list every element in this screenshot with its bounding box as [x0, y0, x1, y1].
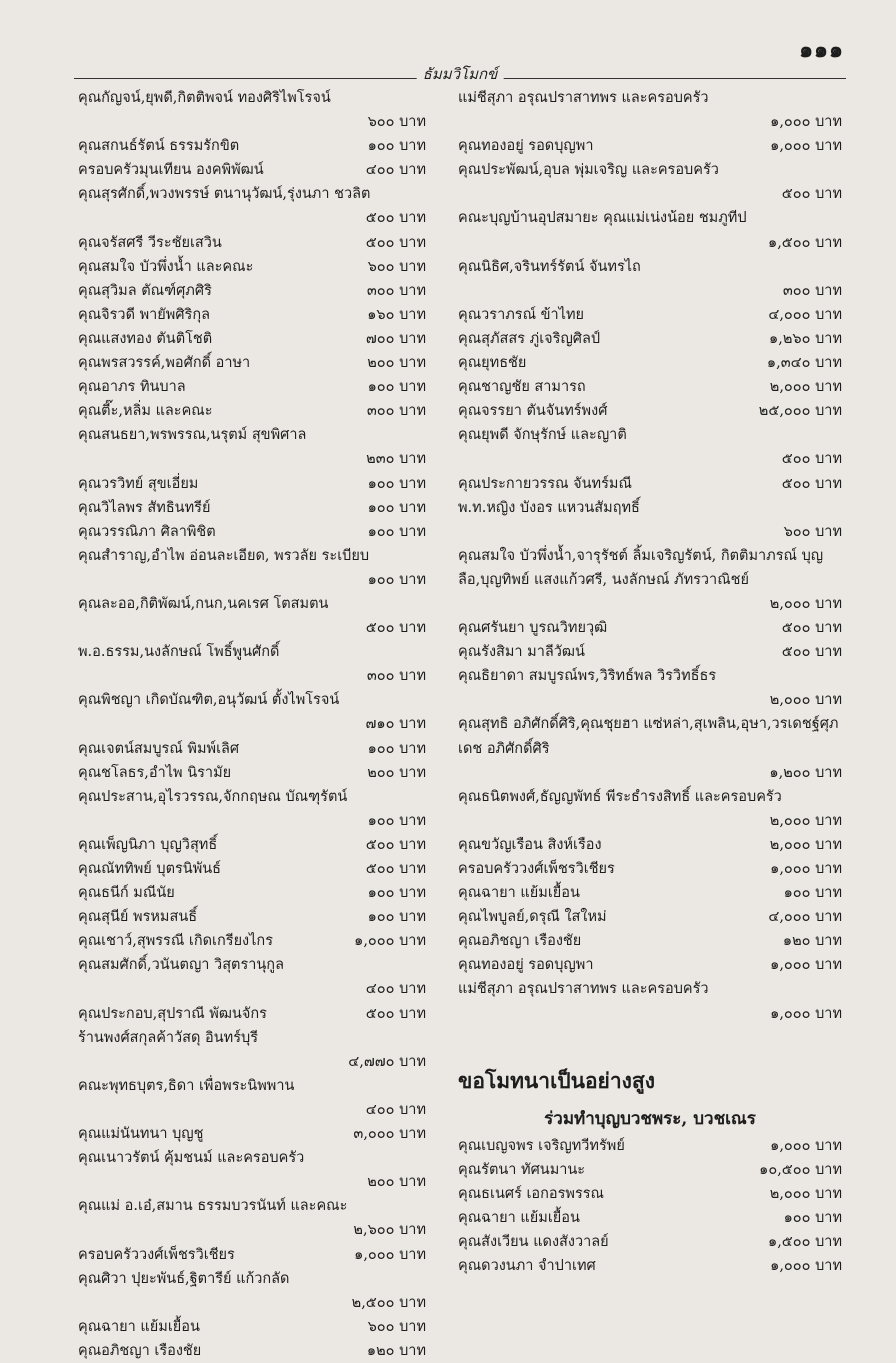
donation-amount: ๑๐๐ บาท	[367, 909, 426, 926]
donor-name: คุณสุวิมล ตัณฑ์ศุภศิริ	[78, 282, 212, 299]
donation-amount: ๑๒๐ บาท	[366, 1342, 426, 1359]
donor-entry	[458, 423, 842, 471]
donor-entry	[458, 1206, 842, 1230]
section-spacer	[458, 1026, 842, 1060]
donation-amount: ๑๐๐ บาท	[367, 571, 426, 588]
donor-name: คุณชาญชัย สามารถ	[458, 379, 586, 396]
donor-name: คุณเจตน์สมบูรณ์ พิมพ์เลิศ	[78, 740, 240, 757]
donation-amount: ๑๐๐ บาท	[367, 499, 426, 516]
donor-name: คุณสุรศักดิ์,พวงพรรษ์ ตนานุวัฒน์,รุ่งนภา ชวลิต	[78, 186, 371, 203]
donor-name: คุณไพบูลย์,ดรุณี ใสใหม่	[458, 909, 607, 926]
donor-entry	[78, 544, 426, 592]
donation-amount: ๕๐๐ บาท	[781, 644, 842, 661]
donation-amount: ๕๐๐ บาท	[365, 234, 426, 251]
donor-entry	[78, 1194, 426, 1242]
donor-name: คุณกัญจน์,ยุพดี,กิตติพจน์ ทองศิริไพโรจน์	[78, 90, 331, 106]
donor-entry	[78, 1243, 426, 1267]
donation-amount: ๕๐๐ บาท	[365, 210, 426, 227]
donation-amount: ๕๐๐ บาท	[781, 451, 842, 468]
donation-amount: ๑๐๐ บาท	[367, 740, 426, 757]
donor-entry	[458, 327, 842, 351]
donation-amount: ๒,๕๐๐ บาท	[351, 1294, 426, 1311]
donor-name: คุณอภิชญา เรืองชัย	[458, 933, 582, 950]
donation-amount: ๕๐๐ บาท	[781, 620, 842, 637]
donor-name: คุณสุภัสสร ภู่เจริญศิลป์	[458, 330, 601, 347]
donor-entry	[78, 1267, 426, 1315]
donor-name: ครอบครัวมุนเทียน องคพิพัฒน์	[78, 162, 264, 179]
donor-name: คุณวิไลพร สัทธินทรีย์	[78, 499, 211, 516]
donor-entry	[458, 953, 842, 977]
donor-entry	[458, 1254, 842, 1278]
header-title: ธัมมวิโมกข์	[417, 62, 504, 86]
donation-amount: ๑๐๐ บาท	[367, 812, 426, 829]
donation-amount: ๑,๒๖๐ บาท	[769, 330, 842, 347]
donor-entry	[78, 1074, 426, 1122]
donor-entry	[78, 785, 426, 833]
donation-amount: ๕๐๐ บาท	[365, 836, 426, 853]
donor-entry	[458, 375, 842, 399]
donation-amount: ๕๐๐ บาท	[365, 1005, 426, 1022]
donor-name: คุณเนาวรัตน์ คุ้มชนม์ และครอบครัว	[78, 1150, 305, 1167]
donor-entry	[78, 1026, 426, 1074]
donor-name: คุณสนธยา,พรพรรณ,นรุตม์ สุขพิศาล	[78, 427, 307, 444]
donor-entry	[78, 592, 426, 640]
donor-name: คุณศิวา ปุยะพันธ์,ฐิตารีย์ แก้วกลัด	[78, 1270, 290, 1287]
donor-name: คุณเชาว์,สุพรรณี เกิดเกรียงไกร	[78, 933, 273, 950]
donation-amount: ๑,๕๐๐ บาท	[767, 1234, 842, 1251]
donation-amount: ๑๐๐ บาท	[367, 379, 426, 396]
donor-name: คุณสุทธิ อภิศักดิ์ศิริ,คุณชุยฮา แซ่หล่า,สุเพลิน,อุษา,วรเดชฐ์ศุภเดช อภิศักดิ์ศิริ	[458, 716, 839, 757]
donor-entry	[458, 303, 842, 327]
donor-entry	[458, 1230, 842, 1254]
donor-entry	[78, 231, 426, 255]
donor-name: คุณฉายา แย้มเยื้อน	[458, 885, 580, 902]
donor-name: คุณรังสิมา มาลีวัฒน์	[458, 644, 585, 661]
donor-name: คุณจรัสศรี วีระชัยเสวิน	[78, 234, 222, 251]
donation-amount: ๒,๐๐๐ บาท	[769, 836, 842, 853]
donor-entry	[458, 1182, 842, 1206]
donor-entry	[458, 881, 842, 905]
donor-entry	[78, 520, 426, 544]
donation-amount: ๔,๗๗๐ บาท	[348, 1053, 426, 1070]
donor-entry	[78, 423, 426, 471]
donor-name: คุณธิยาดา สมบูรณ์พร,วิริทธ์พล วิรวิทธิ์ธร	[458, 668, 717, 685]
donor-name: คุณขวัญเรือน สิงห์เรือง	[458, 836, 602, 853]
donor-name: คุณธนิตพงศ์,ธัญญพัทธ์ พีระธำรงสิทธิ์ และครอบครัว	[458, 788, 782, 805]
donor-entry	[78, 737, 426, 761]
donor-entry	[458, 351, 842, 375]
donation-amount: ๑๐๐ บาท	[367, 475, 426, 492]
donation-amount: ๒๓๐ บาท	[366, 451, 426, 468]
section-heading: ขอโมทนาเป็นอย่างสูง	[458, 1067, 655, 1093]
donor-name: คุณสุนีย์ พรหมสนธิ์	[78, 909, 198, 926]
donor-entry	[78, 881, 426, 905]
donor-entry	[458, 616, 842, 640]
donor-entry	[78, 255, 426, 279]
donor-name: คุณยุพดี จักษุรักษ์ และญาติ	[458, 427, 627, 444]
right-column	[458, 86, 842, 1278]
donor-entry	[78, 279, 426, 303]
donation-amount: ๒๐๐ บาท	[367, 1174, 426, 1191]
running-header	[74, 64, 846, 86]
donor-name: คุณประสาน,อุไรวรรณ,จักกฤษณ บัณฑุรัตน์	[78, 788, 348, 805]
donor-name: คณะบุญบ้านอุปสมายะ คุณแม่เน่งน้อย ชมภูทีป	[458, 210, 747, 227]
donation-amount: ๑๐๐ บาท	[783, 885, 842, 902]
donor-name: คุณประกอบ,สุปราณี พัฒนจักร	[78, 1005, 267, 1022]
donor-name: คณะพุทธบุตร,ธิดา เพื่อพระนิพพาน	[78, 1077, 295, 1094]
donor-entry	[78, 905, 426, 929]
donor-entry	[78, 1146, 426, 1194]
donor-name: คุณทองอยู่ รอดบุญพา	[458, 957, 594, 974]
donation-amount: ๒,๐๐๐ บาท	[769, 692, 842, 709]
donor-name: คุณเพ็ญนิภา บุญวิสุทธิ์	[78, 836, 218, 853]
donation-amount: ๑,๐๐๐ บาท	[770, 1005, 842, 1022]
donor-entry	[78, 1315, 426, 1339]
donation-amount: ๕๐๐ บาท	[365, 620, 426, 637]
donation-amount: ๖๐๐ บาท	[783, 523, 842, 540]
donor-entry	[78, 399, 426, 423]
donor-entry	[458, 255, 842, 303]
donor-entry	[78, 761, 426, 785]
donor-name: คุณสมศักดิ์,วนันตญา วิสุตรานุกูล	[78, 957, 284, 974]
donor-entry	[458, 399, 842, 423]
donor-entry	[458, 158, 842, 206]
ordination-donor-list	[458, 1134, 842, 1279]
donor-entry	[78, 640, 426, 688]
donor-name: คุณดวงนภา จำปาเทศ	[458, 1258, 596, 1275]
donation-amount: ๑๐๐ บาท	[783, 1209, 842, 1226]
donor-entry	[458, 785, 842, 833]
donor-entry	[78, 472, 426, 496]
donation-amount: ๑,๐๐๐ บาท	[770, 1258, 842, 1275]
donation-amount: ๕๐๐ บาท	[365, 861, 426, 877]
donor-name: คุณพิชญา เกิดบัณฑิต,อนุวัฒน์ ตั้งไพโรจน์	[78, 692, 340, 709]
sub-heading: ร่วมทำบุญบวชพระ, บวชเณร	[544, 1108, 756, 1129]
donor-name: คุณฉายา แย้มเยื้อน	[78, 1318, 200, 1335]
donor-name: คุณนิธิศ,จรินทร์รัตน์ จันทรไถ	[458, 258, 641, 275]
donor-entry	[78, 327, 426, 351]
donation-amount: ๑,๒๐๐ บาท	[769, 764, 842, 781]
donor-entry	[78, 833, 426, 857]
donor-name: คุณละออ,กิติพัฒน์,กนก,นคเรศ โตสมตน	[78, 595, 329, 612]
donor-entry	[458, 472, 842, 496]
donor-name: คุณจิรวดี พายัพศิริกุล	[78, 306, 211, 323]
donation-amount: ๒,๐๐๐ บาท	[769, 812, 842, 829]
donor-entry	[78, 303, 426, 327]
donor-name: คุณชโลธร,อำไพ นิรามัย	[78, 764, 232, 781]
donor-entry	[78, 1122, 426, 1146]
right-column-list	[458, 86, 842, 1026]
donor-name: แม่ชีสุภา อรุณปราสาทพร และครอบครัว	[458, 981, 709, 998]
donor-name: คุณสำราญ,อำไพ อ่อนละเอียด, พรวลัย ระเบียบ	[78, 547, 370, 564]
donor-name: คุณประพัฒน์,อุบล พุ่มเจริญ และครอบครัว	[458, 162, 719, 179]
donor-name: คุณอาภร ทินบาล	[78, 379, 186, 396]
donation-amount: ๔๐๐ บาท	[365, 1101, 426, 1118]
donor-name: คุณสังเวียน แดงสังวาลย์	[458, 1234, 609, 1251]
donor-entry	[458, 977, 842, 1025]
donor-entry	[458, 206, 842, 254]
donor-entry	[78, 182, 426, 230]
donation-amount: ๑,๐๐๐ บาท	[770, 957, 842, 974]
donor-entry	[458, 496, 842, 544]
donation-amount: ๑๐๐ บาท	[367, 523, 426, 540]
donation-amount: ๑,๓๔๐ บาท	[766, 355, 842, 372]
donor-entry	[458, 134, 842, 158]
donation-amount: ๒,๐๐๐ บาท	[769, 379, 842, 396]
donor-name: คุณแสงทอง ตันติโชติ	[78, 330, 213, 347]
donor-entry	[458, 712, 842, 784]
donation-amount: ๗๑๐ บาท	[365, 716, 426, 733]
donor-entry	[78, 134, 426, 158]
donor-name: คุณพรสวรรค์,พอศักดิ์ อาษา	[78, 355, 251, 372]
donor-entry	[78, 496, 426, 520]
donor-entry	[458, 857, 842, 881]
donor-name: คุณแม่ อ.เอ๋,สมาน ธรรมบวรนันท์ และคณะ	[78, 1198, 348, 1215]
donor-name: คุณรัตนา ทัศนมานะ	[458, 1161, 586, 1178]
donor-name: คุณสมใจ บัวพึ่งน้ำ และคณะ	[78, 258, 254, 275]
donation-amount: ๑๐๐ บาท	[367, 885, 426, 902]
donation-amount: ๔๐๐ บาท	[365, 162, 426, 179]
donation-amount: ๕๐๐ บาท	[781, 186, 842, 203]
donor-name: แม่ชีสุภา อรุณปราสาทพร และครอบครัว	[458, 90, 709, 106]
donation-amount: ๕๐๐ บาท	[781, 475, 842, 492]
donor-name: คุณตี๊ะ,หลิ่ม และคณะ	[78, 403, 213, 420]
donation-amount: ๑๐,๕๐๐ บาท	[759, 1161, 842, 1178]
donation-amount: ๒๐๐ บาท	[367, 355, 426, 372]
donor-name: ร้านพงศ์สกุลค้าวัสดุ อินทร์บุรี	[78, 1029, 259, 1046]
donor-name: พ.อ.ธรรม,นงลักษณ์ โพธิ์พูนศักดิ์	[78, 644, 280, 661]
donor-name: คุณสมใจ บัวพึ่งน้ำ,จารุรัชต์ ลิ้มเจริญรัตน์, กิตติมาภรณ์ บุญลือ,บุญทิพย์ แสงแก้วศรี, นงลักษณ์ ภัทรวาณิชย์	[458, 547, 824, 588]
donation-amount: ๓๐๐ บาท	[366, 668, 426, 685]
donor-entry	[78, 929, 426, 953]
donation-amount: ๑๐๐ บาท	[367, 138, 426, 155]
donation-amount: ๖๐๐ บาท	[367, 1318, 426, 1335]
donor-name: คุณเบญจพร เจริญทวีทรัพย์	[458, 1137, 625, 1154]
donation-amount: ๑,๐๐๐ บาท	[354, 933, 426, 950]
donor-entry	[78, 1002, 426, 1026]
donation-amount: ๑,๐๐๐ บาท	[770, 114, 842, 131]
donation-amount: ๒,๐๐๐ บาท	[769, 1185, 842, 1202]
donor-name: คุณวรวิทย์ สุขเอี่ยม	[78, 475, 199, 492]
donor-entry	[458, 833, 842, 857]
donor-entry	[78, 375, 426, 399]
donor-entry	[78, 857, 426, 881]
donation-amount: ๓๐๐ บาท	[366, 403, 426, 420]
donor-entry	[458, 929, 842, 953]
donor-name: คุณธนีก์ มณีนัย	[78, 885, 175, 902]
left-column	[78, 86, 426, 1363]
donor-name: คุณวรรณิภา ศิลาพิชิต	[78, 523, 216, 540]
donation-amount: ๓๐๐ บาท	[366, 282, 426, 299]
donor-name: ครอบครัววงศ์เพ็ชรวิเชียร	[78, 1246, 235, 1263]
donor-name: คุณทองอยู่ รอดบุญพา	[458, 138, 594, 155]
donation-amount: ๗๐๐ บาท	[365, 330, 426, 347]
donor-name: พ.ท.หญิง บังอร แหวนสัมฤทธิ์	[458, 499, 640, 516]
donor-entry	[78, 351, 426, 375]
donor-name: คุณยุทธชัย	[458, 355, 527, 372]
donor-entry	[78, 1339, 426, 1363]
donor-name: ครอบครัววงศ์เพ็ชรวิเชียร	[458, 861, 615, 877]
donation-amount: ๑,๐๐๐ บาท	[354, 1246, 426, 1263]
donor-name: คุณฉายา แย้มเยื้อน	[458, 1209, 580, 1226]
donation-amount: ๖๐๐ บาท	[367, 258, 426, 275]
donation-amount: ๑,๐๐๐ บาท	[770, 861, 842, 877]
donation-amount: ๔,๐๐๐ บาท	[768, 909, 842, 926]
donation-amount: ๒,๐๐๐ บาท	[769, 595, 842, 612]
donation-amount: ๑,๐๐๐ บาท	[770, 1137, 842, 1154]
donation-amount: ๑,๕๐๐ บาท	[767, 234, 842, 251]
donor-entry	[458, 640, 842, 664]
donation-amount: ๔๐๐ บาท	[365, 981, 426, 998]
donor-entry	[458, 905, 842, 929]
donor-name: คุณประกายวรรณ จันทร์มณี	[458, 475, 632, 492]
donor-name: คุณศรันยา บูรณวิทยวุฒิ	[458, 620, 608, 637]
donation-amount: ๖๐๐ บาท	[367, 114, 426, 131]
donor-entry	[458, 664, 842, 712]
donor-name: คุณจรรยา ตันจันทร์พงศ์	[458, 403, 608, 420]
donation-amount: ๒๕,๐๐๐ บาท	[758, 403, 842, 420]
donor-name: คุณธเนศร์ เอกอรพรรณ	[458, 1185, 604, 1202]
donation-amount: ๑,๐๐๐ บาท	[770, 138, 842, 155]
donor-name: คุณวราภรณ์ ข้าไทย	[458, 306, 585, 323]
donation-amount: ๓๐๐ บาท	[782, 282, 842, 299]
donation-amount: ๑๒๐ บาท	[782, 933, 842, 950]
donor-name: คุณสกนธ์รัตน์ ธรรมรักขิต	[78, 138, 240, 155]
donor-entry	[78, 953, 426, 1001]
donor-entry	[78, 688, 426, 736]
donor-name: คุณแม่นันทนา บุญชู	[78, 1126, 204, 1143]
donation-amount: ๑๖๐ บาท	[367, 306, 426, 323]
donor-entry	[458, 1158, 842, 1182]
donor-name: คุณณัททิพย์ บุตรนิพันธ์	[78, 861, 222, 877]
donor-entry	[78, 86, 426, 134]
donation-amount: ๔,๐๐๐ บาท	[768, 306, 842, 323]
donor-entry	[458, 1134, 842, 1158]
donor-entry	[458, 544, 842, 616]
donor-entry	[458, 86, 842, 134]
donation-amount: ๒,๖๐๐ บาท	[353, 1222, 426, 1239]
donor-name: คุณอภิชญา เรืองชัย	[78, 1342, 202, 1359]
page-number: ๑๑๑	[799, 37, 844, 63]
donor-entry	[78, 158, 426, 182]
donation-amount: ๒๐๐ บาท	[367, 764, 426, 781]
donation-amount: ๓,๐๐๐ บาท	[353, 1126, 426, 1143]
